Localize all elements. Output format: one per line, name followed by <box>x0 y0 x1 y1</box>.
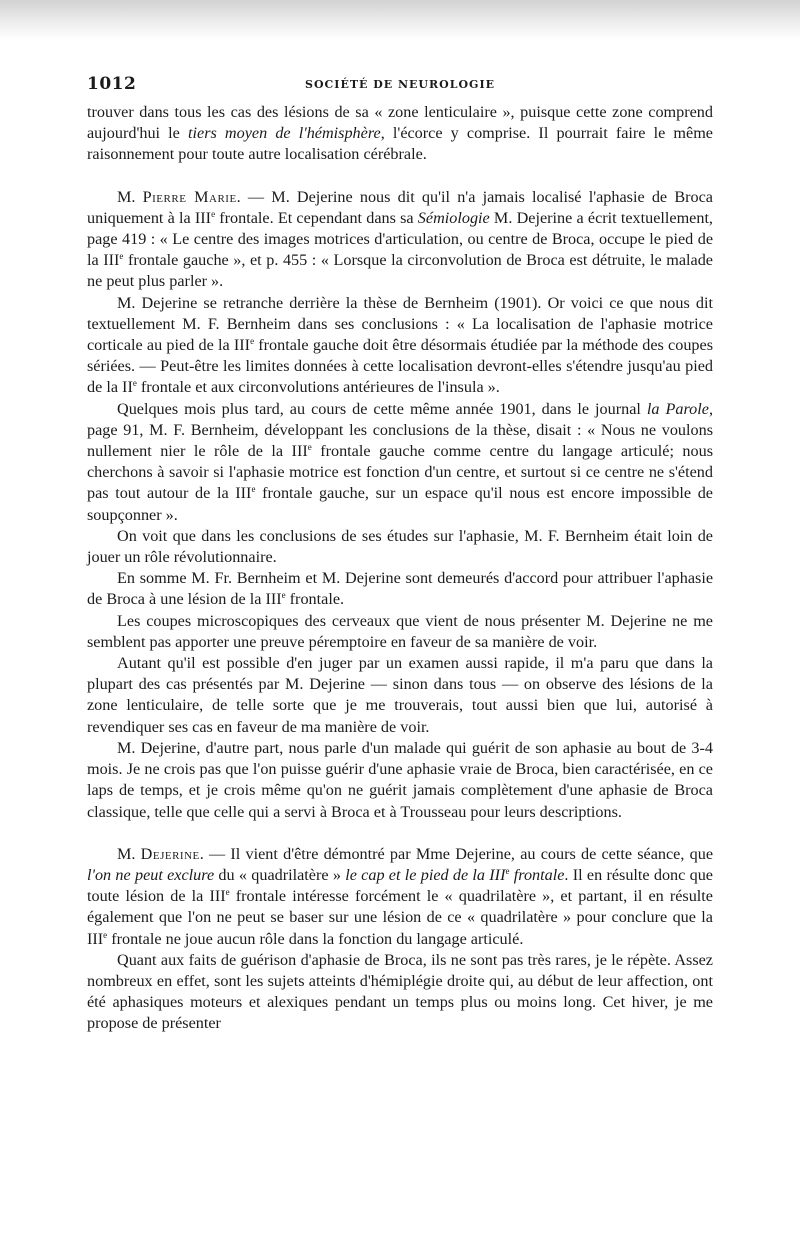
paragraph-p10 <box>87 844 713 950</box>
text-run: On voit que dans les conclusions de ses études sur l'aphasie, M. F. Bernheim était loin de jouer un rôle révolutionnaire. <box>87 526 713 567</box>
text-run: M. Dejerine se retranche derrière la thèse de Bernheim (1901). Or voici ce que nous dit textuellement M. F. Bernheim dans ses conclusions : « La localisation de l'aphasie motrice corticale au pied de la III <box>87 293 713 355</box>
paragraph-p5 <box>87 526 713 568</box>
paragraph-p8 <box>87 653 713 738</box>
text-run: . — M. Dejerine nous dit qu'il n'a jamais localisé l'aphasie de Broca uniquement à la III <box>87 187 713 227</box>
text-run: la Parole <box>646 399 709 418</box>
text-run: e <box>281 590 286 601</box>
paragraph-p2 <box>87 187 713 293</box>
text-run: frontale. <box>285 590 345 609</box>
text-run: frontale gauche doit être désormais étudiée par la méthode des coupes sériées. — Peut-être les limites données à cette localisation devront-elles s'étendre jusqu'au pied de la II <box>87 336 713 397</box>
text-run: M. <box>117 844 141 863</box>
text-run: e <box>250 336 255 347</box>
paragraph-p9 <box>87 738 713 823</box>
text-run: e <box>119 251 124 262</box>
text-run: . — Il vient d'être démontré par Mme Dejerine, au cours de cette séance, que <box>199 844 713 863</box>
text-run: e <box>251 484 256 495</box>
text-run: Autant qu'il est possible d'en juger par un examen aussi rapide, il m'a paru que dans la plupart des cas présentés par M. Dejerine — sinon dans tous — on observe des lésions de la zone lenticulaire, de telle sorte que je me trouverais, tout aussi bien que lui, autorisé à revendiquer ses cas en faveur de ma manière de voir. <box>87 654 713 736</box>
text-run: tiers moyen de l'hémisphère <box>188 124 381 143</box>
text-run: e <box>211 208 216 219</box>
text-run: , l'écorce y comprise. Il pourrait faire le même raisonnement pour toute autre localisation cérébrale. <box>87 124 713 164</box>
paragraph-p3 <box>87 293 713 399</box>
body-text <box>87 102 713 1035</box>
text-run: , page 91, M. F. Bernheim, développant les conclusions de la thèse, disait : « Nous ne voulons nullement nier le rôle de la III <box>87 399 713 461</box>
text-run: e <box>103 929 108 940</box>
text-run: le cap et le pied de la III <box>345 865 506 884</box>
text-run: du « quadrilatère » <box>214 865 346 884</box>
text-run: e <box>225 887 230 898</box>
header-title: SOCIÉTÉ DE NEUROLOGIE <box>305 78 495 91</box>
text-run: trouver dans tous les cas des lésions de sa « zone lenticulaire », puisque cette zone comprend aujourd'hui le <box>87 103 713 143</box>
page-number: 1012 <box>87 74 137 94</box>
text-run: En somme M. Fr. Bernheim et M. Dejerine sont demeurés d'accord pour attribuer l'aphasie de Broca à une lésion de la III <box>87 569 713 609</box>
text-run: Pierre Marie <box>142 187 237 206</box>
text-run: frontale. Et cependant dans sa <box>215 208 418 227</box>
text-run: frontale ne joue aucun rôle dans la fonction du langage articulé. <box>107 929 524 948</box>
text-run: frontale gauche, sur un espace qu'il nous est encore impossible de soupçonner ». <box>87 484 713 524</box>
text-run: Dejerine <box>140 844 200 863</box>
text-run: M. Dejerine, d'autre part, nous parle d'un malade qui guérit de son aphasie au bout de 3-4 mois. Je ne crois pas que l'on puisse guérir d'une aphasie vraie de Broca, bien caractérisée, en ce laps de temps, et je crois même qu'on ne guérit jamais complètement d'une aphasie de Broca classique, telle que celle qui a servi à Broca et à Trousseau pour leurs descriptions. <box>87 738 713 821</box>
paragraph-p6 <box>87 568 713 610</box>
text-run: frontale intéresse forcément le « quadrilatère », et partant, il en résulte également que l'on ne peut se baser sur une lésion de ce « quadrilatère » pour conclure que la III <box>87 887 713 948</box>
text-run: frontale et aux circonvolutions antérieures de l'insula ». <box>136 378 500 397</box>
text-run: e <box>132 378 137 389</box>
text-run: Sémiologie <box>417 208 490 227</box>
text-run: Quelques mois plus tard, au cours de cette même année 1901, dans le journal <box>117 399 647 418</box>
paragraph-p1 <box>87 102 713 166</box>
text-run: e <box>307 442 312 453</box>
text-run: e <box>505 865 510 876</box>
text-run: frontale <box>509 865 565 884</box>
text-run: frontale gauche », et p. 455 : « Lorsque la circonvolution de Broca est détruite, le malade ne peut plus parler ». <box>87 251 713 291</box>
text-run: . Il en résulte donc que toute lésion de la III <box>87 865 713 906</box>
running-header <box>87 74 713 102</box>
paragraph-p7 <box>87 611 713 653</box>
paragraph-p4 <box>87 399 713 526</box>
text-run: M. <box>117 187 143 206</box>
paragraph-p11 <box>87 950 713 1035</box>
scan-shadow <box>0 0 800 40</box>
text-run: frontale gauche comme centre du langage articulé; nous cherchons à savoir si l'aphasie motrice est fonction d'un centre, et surtout si ce centre ne s'étend pas tout autour de la III <box>87 442 714 503</box>
text-run: Les coupes microscopiques des cerveaux que vient de nous présenter M. Dejerine ne me semblent pas apporter une preuve péremptoire en faveur de sa manière de voir. <box>87 611 713 651</box>
text-run: l'on ne peut exclure <box>87 865 215 884</box>
text-run: Quant aux faits de guérison d'aphasie de Broca, ils ne sont pas très rares, je le répète. Assez nombreux en effet, sont les sujets atteints d'hémiplégie droite qui, au début de leur affection, ont été aphasiques moteurs et alexiques pendant un temps plus ou moins long. Cet hiver, je me propose de présenter <box>87 950 713 1033</box>
text-run: M. Dejerine a écrit textuellement, page 419 : « Le centre des images motrices d'articulation, ou centre de Broca, occupe le pied de la III <box>87 208 713 270</box>
document-page <box>87 74 713 1035</box>
